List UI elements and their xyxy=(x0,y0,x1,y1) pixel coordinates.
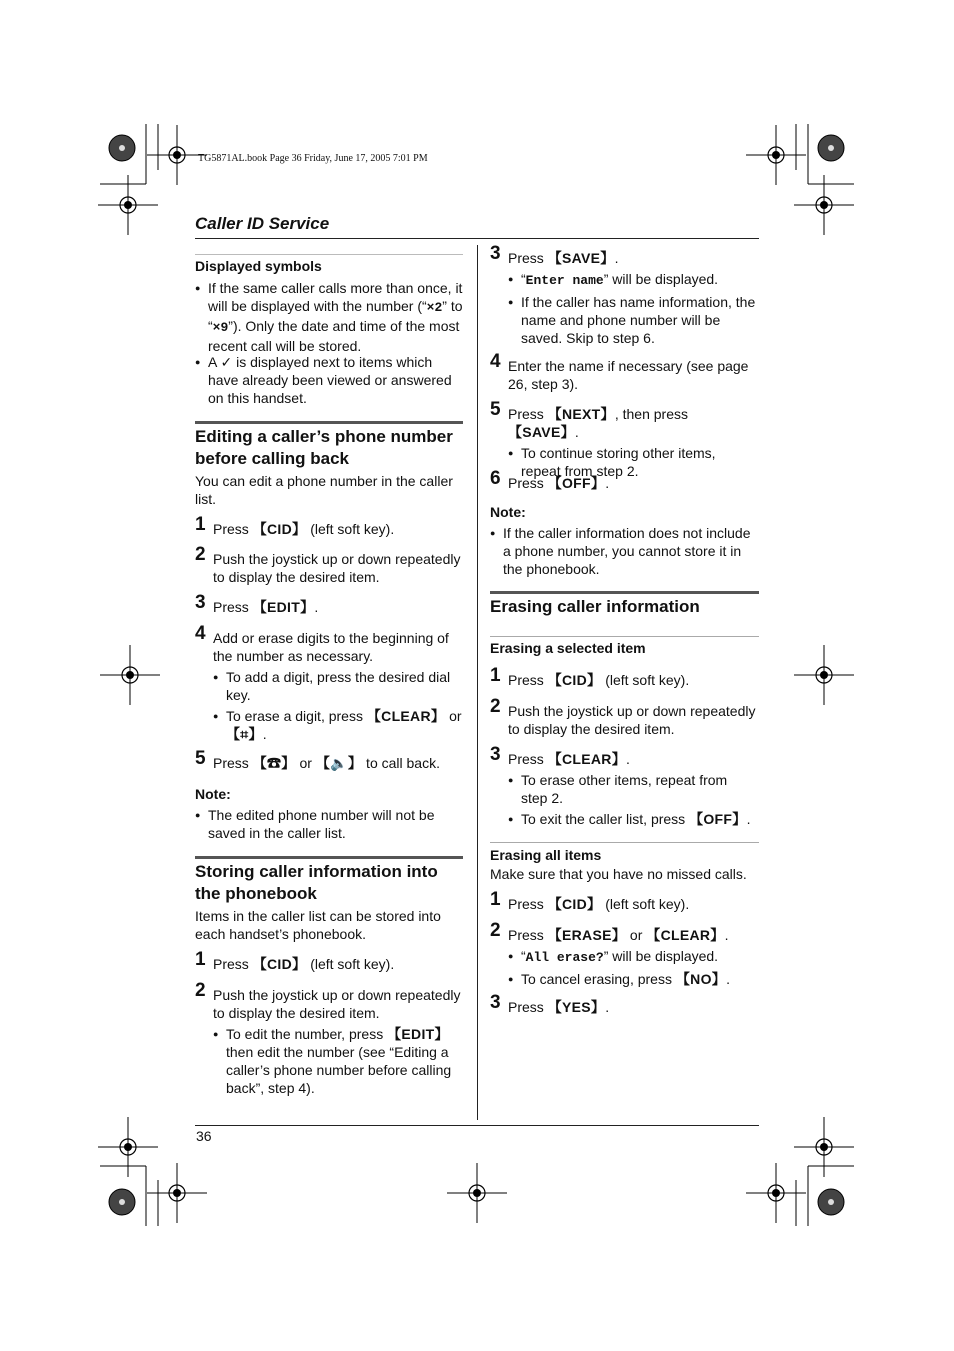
next-key: 【NEXT】 xyxy=(547,406,615,422)
text: Press xyxy=(508,927,548,943)
text: or xyxy=(295,755,316,771)
step-number: 5 xyxy=(195,748,206,769)
list-item xyxy=(508,947,759,967)
text: To erase a digit, press xyxy=(226,708,367,724)
list-item: ● To continue storing other items, repeat from step 2. xyxy=(508,444,759,480)
save-key: 【SAVE】 xyxy=(508,424,575,440)
step xyxy=(195,514,463,538)
text: (left soft key). xyxy=(601,672,690,688)
list-item: ● To erase other items, repeat from step 2. xyxy=(508,771,741,807)
erasing-selected-heading: Erasing a selected item xyxy=(490,640,646,656)
registration-cross-icon xyxy=(147,1163,207,1223)
registration-cross-icon xyxy=(746,125,806,185)
step-number: 4 xyxy=(490,351,501,372)
step xyxy=(195,623,463,743)
text: . xyxy=(262,726,267,742)
text: Press xyxy=(508,896,548,912)
text: ” will be displayed. xyxy=(603,948,719,964)
step-number: 1 xyxy=(490,665,501,686)
text: Press xyxy=(213,755,253,771)
editing-intro: You can edit a phone number in the caller list. xyxy=(195,473,453,507)
erasing-all-heading: Erasing all items xyxy=(490,847,602,863)
text: Press xyxy=(508,475,548,491)
text: . xyxy=(605,475,610,491)
note-label: Note: xyxy=(195,786,231,802)
edit-key: 【EDIT】 xyxy=(252,599,315,615)
text: . xyxy=(724,927,729,943)
text: Press xyxy=(508,406,548,422)
symbol-x2: ×2 xyxy=(426,300,443,315)
step-text: Enter the name if necessary (see page 26, step 3). xyxy=(508,358,749,392)
divider xyxy=(195,254,463,255)
text: . xyxy=(574,424,579,440)
text: (left soft key). xyxy=(306,521,395,537)
text: Press xyxy=(213,521,253,537)
text: or xyxy=(626,927,647,943)
off-key: 【OFF】 xyxy=(689,811,747,827)
step xyxy=(490,243,759,347)
text: . xyxy=(626,751,630,767)
no-key: 【NO】 xyxy=(675,971,727,987)
cid-key: 【CID】 xyxy=(547,672,602,688)
off-key: 【OFF】 xyxy=(547,475,606,491)
divider xyxy=(490,636,759,637)
text: Press xyxy=(213,599,253,615)
check-icon: ✓ xyxy=(220,354,233,370)
text: . xyxy=(614,250,619,266)
hash-key: 【⌗】 xyxy=(226,726,263,742)
registration-dial-icon xyxy=(109,1189,135,1215)
step xyxy=(195,748,463,772)
list-item xyxy=(195,279,463,355)
erase-key: 【ERASE】 xyxy=(547,927,627,943)
step-number: 3 xyxy=(490,992,501,1013)
step xyxy=(490,744,759,828)
text: to call back. xyxy=(362,755,440,771)
step xyxy=(195,949,463,973)
page-number: 36 xyxy=(196,1128,212,1144)
step-number: 2 xyxy=(490,696,501,717)
list-item xyxy=(508,810,759,828)
registration-cross-icon xyxy=(794,645,854,705)
footer-rule xyxy=(195,1125,759,1126)
list-item xyxy=(508,970,759,988)
divider xyxy=(490,842,759,843)
text: (left soft key). xyxy=(601,896,690,912)
text: . xyxy=(314,599,319,615)
text: (left soft key). xyxy=(306,956,395,972)
text: or xyxy=(445,708,462,724)
step xyxy=(490,920,759,988)
text: To cancel erasing, press xyxy=(521,971,676,987)
step-number: 2 xyxy=(195,980,206,1001)
registration-cross-icon xyxy=(100,645,160,705)
clear-key: 【CLEAR】 xyxy=(366,708,446,724)
text: “ xyxy=(521,948,526,964)
step-number: 5 xyxy=(490,399,501,420)
step xyxy=(490,665,759,689)
step-text: Push the joystick up or down repeatedly to display the desired item. xyxy=(213,987,461,1021)
step xyxy=(490,468,759,492)
step-number: 3 xyxy=(490,744,501,765)
step xyxy=(195,980,463,1097)
step-number: 2 xyxy=(195,544,206,565)
list-item: ● The edited phone number will not be saved in the caller list. xyxy=(195,806,463,842)
text: ” will be displayed. xyxy=(603,271,719,287)
text: Press xyxy=(213,956,253,972)
step-text: Add or erase digits to the beginning of the number as necessary. xyxy=(213,630,449,664)
list-item xyxy=(213,707,463,743)
list-item xyxy=(508,270,759,290)
display-text: All erase? xyxy=(525,950,604,965)
text: . xyxy=(746,811,751,827)
text: A xyxy=(208,354,221,370)
list-item xyxy=(195,353,463,407)
registration-dial-icon xyxy=(818,1189,844,1215)
clear-key: 【CLEAR】 xyxy=(646,927,725,943)
registration-dial-icon xyxy=(109,135,135,161)
note-label: Note: xyxy=(490,504,526,520)
cid-key: 【CID】 xyxy=(547,896,602,912)
text: is displayed next to items which have already been viewed or answered on this handset. xyxy=(208,354,452,406)
symbol-x9: ×9 xyxy=(212,320,229,335)
header-rule xyxy=(195,238,759,239)
edit-key: 【EDIT】 xyxy=(387,1026,449,1042)
text: If the same caller calls more than once, it will be displayed with the number (“ xyxy=(208,280,463,314)
step xyxy=(195,544,463,586)
erasing-all-intro: Make sure that you have no missed calls. xyxy=(490,866,747,882)
text: Press xyxy=(508,999,548,1015)
step-text: Push the joystick up or down repeatedly to display the desired item. xyxy=(508,703,756,737)
cid-key: 【CID】 xyxy=(252,521,307,537)
storing-intro: Items in the caller list can be stored into each handset’s phonebook. xyxy=(195,908,441,942)
step xyxy=(490,351,759,393)
step-number: 1 xyxy=(195,514,206,535)
text: “ xyxy=(521,271,526,287)
text: . xyxy=(726,971,730,987)
step-number: 1 xyxy=(490,889,501,910)
list-item: ● To add a digit, press the desired dial key. xyxy=(213,668,463,704)
registration-cross-icon xyxy=(447,1163,507,1223)
step-number: 3 xyxy=(195,592,206,613)
clear-key: 【CLEAR】 xyxy=(547,751,627,767)
storing-title: Storing caller information into the phonebook xyxy=(195,862,438,903)
list-item xyxy=(213,1025,462,1097)
text: Press xyxy=(508,250,548,266)
running-title: Caller ID Service xyxy=(195,214,330,233)
step-number: 2 xyxy=(490,920,501,941)
text: then edit the number (see “Editing a caller’s phone number before calling back”, step 4). xyxy=(226,1044,452,1096)
text: ” to “ xyxy=(208,298,463,334)
list-item: ● If the caller has name information, the name and phone number will be saved. Skip to step 6. xyxy=(508,293,759,347)
step xyxy=(490,889,759,913)
speaker-key: 【🔈】 xyxy=(315,755,363,771)
step-number: 1 xyxy=(195,949,206,970)
section-rule xyxy=(195,421,463,424)
text: To edit the number, press xyxy=(226,1026,388,1042)
erasing-title: Erasing caller information xyxy=(490,597,700,616)
registration-dial-icon xyxy=(818,135,844,161)
step-number: 4 xyxy=(195,623,206,644)
step xyxy=(490,992,759,1016)
text: Press xyxy=(508,751,548,767)
talk-key: 【☎】 xyxy=(252,755,296,771)
registration-cross-icon xyxy=(794,1117,854,1177)
text: Press xyxy=(508,672,548,688)
registration-cross-icon xyxy=(746,1163,806,1223)
cid-key: 【CID】 xyxy=(252,956,307,972)
section-rule xyxy=(490,591,759,594)
print-header: TG5871AL.book Page 36 Friday, June 17, 2005 7:01 PM xyxy=(198,153,428,164)
step xyxy=(490,399,759,480)
step-number: 6 xyxy=(490,468,501,489)
list-item: ● If the caller information does not include a phone number, you cannot store it in the phonebook. xyxy=(490,524,759,578)
text: To exit the caller list, press xyxy=(521,811,690,827)
save-key: 【SAVE】 xyxy=(547,250,615,266)
step-number: 3 xyxy=(490,243,501,264)
text: ”). Only the date and time of the most recent call will be stored. xyxy=(208,318,460,354)
yes-key: 【YES】 xyxy=(547,999,606,1015)
step-text: Push the joystick up or down repeatedly to display the desired item. xyxy=(213,551,461,585)
section-rule xyxy=(195,856,463,859)
registration-cross-icon xyxy=(98,1117,158,1177)
step xyxy=(490,696,759,738)
text: . xyxy=(605,999,610,1015)
text: , then press xyxy=(614,406,688,422)
display-text: Enter name xyxy=(525,273,604,288)
editing-title: Editing a caller’s phone number before calling back xyxy=(195,427,453,468)
step xyxy=(195,592,463,616)
displayed-symbols-heading: Displayed symbols xyxy=(195,258,322,274)
column-divider xyxy=(477,245,478,1120)
